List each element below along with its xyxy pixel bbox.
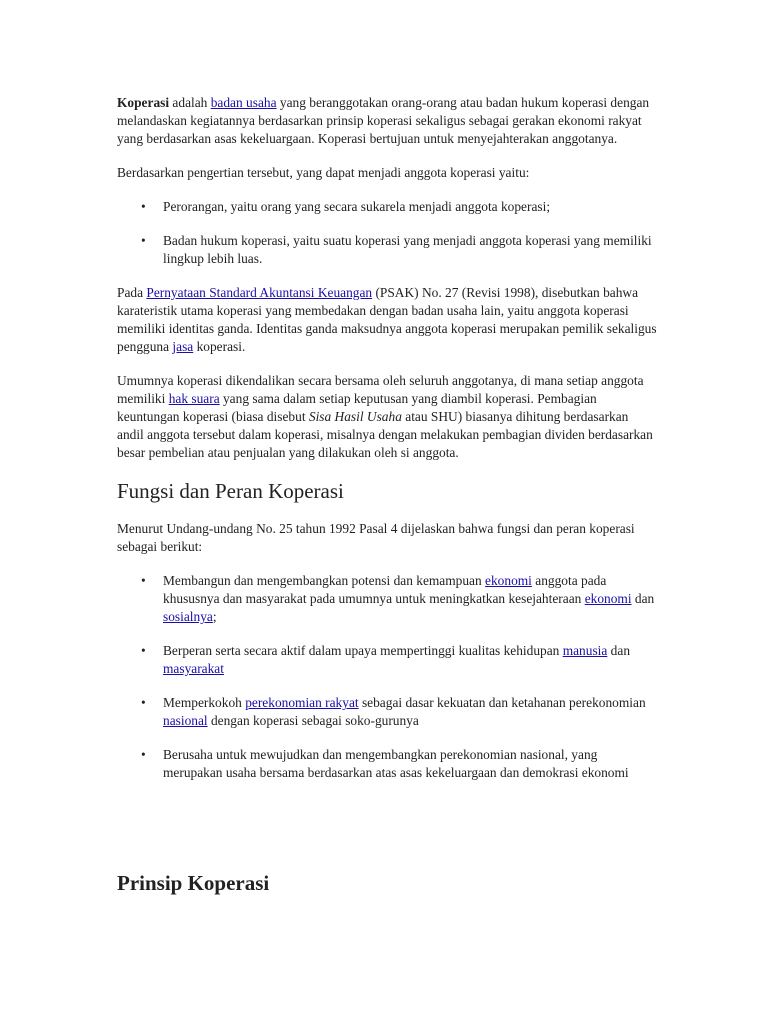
link-jasa[interactable]: jasa	[172, 339, 194, 354]
item-text: Membangun dan mengembangkan potensi dan kemampuan	[163, 573, 486, 588]
membership-intro: Berdasarkan pengertian tersebut, yang dapat menjadi anggota koperasi yaitu:	[117, 165, 530, 180]
item-text: dan	[607, 643, 631, 658]
link-badan-usaha[interactable]: badan usaha	[210, 95, 277, 110]
item-text: dengan koperasi sebagai soko-gurunya	[207, 713, 419, 728]
term-koperasi: Koperasi	[117, 95, 170, 110]
italic-sisa-hasil-usaha: Sisa Hasil Usaha	[308, 409, 402, 424]
item-text: dan	[631, 591, 655, 606]
item-text: Memperkokoh	[163, 695, 246, 710]
heading-fungsi-peran: Fungsi dan Peran Koperasi	[117, 479, 344, 503]
link-ekonomi[interactable]: ekonomi	[485, 573, 532, 588]
control-text: Umumnya koperasi dikendalikan secara bersama oleh seluruh anggotanya, di mana setiap anggota memiliki	[117, 373, 644, 406]
psak-text: Pada	[117, 285, 147, 300]
psak-paragraph	[117, 284, 657, 356]
fungsi-list	[117, 572, 657, 782]
link-sosialnya[interactable]: sosialnya	[163, 609, 213, 624]
control-text: atau SHU) biasanya dihitung berdasarkan andil anggota tersebut dalam koperasi, misalnya dengan melakukan pembagian dividen berdasarkan besar pembelian atau penjualan yang dilakukan oleh si anggota.	[117, 409, 653, 460]
list-item: • Berusaha untuk mewujudkan dan mengembangkan perekonomian nasional, yang merupakan usaha bersama berdasarkan atas asas kekeluargaan dan demokrasi ekonomi	[163, 746, 657, 782]
list-item: • Badan hukum koperasi, yaitu suatu koperasi yang menjadi anggota koperasi yang memiliki lingkup lebih luas.	[163, 232, 657, 268]
item-text: Berperan serta secara aktif dalam upaya mempertinggi kualitas kehidupan	[163, 643, 563, 658]
intro-paragraph	[117, 94, 657, 148]
intro-text: yang beranggotakan orang-orang atau badan hukum koperasi dengan melandaskan kegiatannya berdasarkan prinsip koperasi sekaligus sebagai gerakan ekonomi rakyat yang berdasarkan asas kekeluargaan. Koperasi bertujuan untuk menyejahterakan anggotanya.	[117, 95, 650, 146]
list-item	[163, 642, 657, 678]
link-perekonomian-rakyat[interactable]: perekonomian rakyat	[245, 695, 359, 710]
item-text: ;	[212, 609, 217, 624]
list-item	[163, 572, 657, 626]
list-item: • Perorangan, yaitu orang yang secara sukarela menjadi anggota koperasi;	[163, 198, 657, 216]
psak-text: (PSAK) No. 27 (Revisi 1998), disebutkan bahwa karateristik utama koperasi yang membedakan dengan badan usaha lain, yaitu anggota koperasi memiliki identitas ganda. Identitas ganda maksudnya anggota koperasi merupakan pemilik sekaligus pengguna	[117, 285, 657, 354]
intro-text: adalah	[169, 95, 211, 110]
psak-text: koperasi.	[193, 339, 246, 354]
heading-prinsip-koperasi: Prinsip Koperasi	[117, 871, 270, 895]
link-masyarakat[interactable]: masyarakat	[163, 661, 224, 676]
link-hak-suara[interactable]: hak suara	[168, 391, 220, 406]
fungsi-intro: Menurut Undang-undang No. 25 tahun 1992 Pasal 4 dijelaskan bahwa fungsi dan peran koperasi sebagai berikut:	[117, 521, 635, 554]
link-psak[interactable]: Pernyataan Standard Akuntansi Keuangan	[146, 285, 373, 300]
control-text: yang sama dalam setiap keputusan yang diambil koperasi. Pembagian keuntungan koperasi (biasa disebut	[117, 391, 597, 424]
list-item	[163, 694, 657, 730]
document-page	[117, 94, 657, 912]
link-ekonomi[interactable]: ekonomi	[584, 591, 632, 606]
membership-list	[117, 198, 657, 268]
link-nasional[interactable]: nasional	[163, 713, 208, 728]
spacer	[117, 798, 657, 854]
item-text: sebagai dasar kekuatan dan ketahanan perekonomian	[358, 695, 646, 710]
item-text: anggota pada khususnya dan masyarakat pada umumnya untuk meningkatkan kesejahteraan	[163, 573, 607, 606]
link-manusia[interactable]: manusia	[562, 643, 608, 658]
control-paragraph	[117, 372, 657, 462]
